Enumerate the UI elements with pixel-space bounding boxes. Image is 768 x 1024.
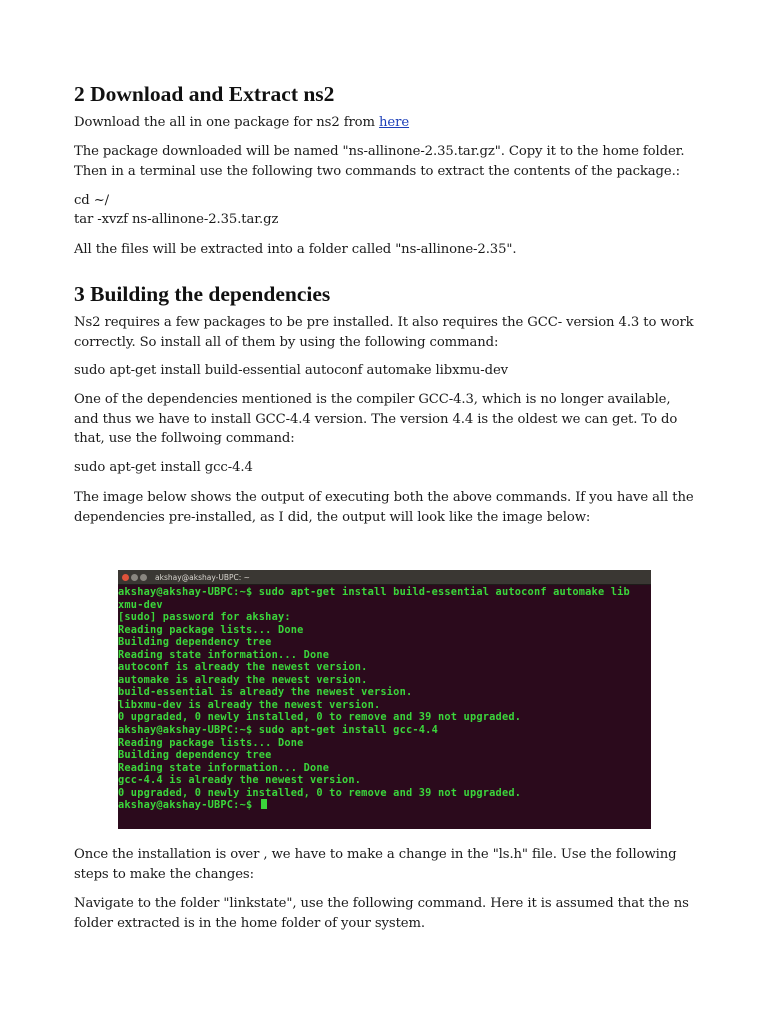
- minimize-icon: [131, 574, 138, 581]
- section-heading-dependencies: 3 Building the dependencies: [74, 282, 331, 306]
- terminal-line: akshay@akshay-UBPC:~$ sudo apt-get install gcc-4.4: [118, 724, 438, 737]
- terminal-line: Building dependency tree: [118, 749, 272, 762]
- download-para-2: All the files will be extracted into a folder called "ns-allinone-2.35".: [74, 242, 517, 257]
- section-heading-download: 2 Download and Extract ns2: [74, 82, 335, 106]
- terminal-line: build-essential is already the newest version.: [118, 686, 413, 699]
- command-install-gcc: sudo apt-get install gcc-4.4: [74, 460, 253, 475]
- here-link[interactable]: here: [379, 115, 410, 130]
- command-install-deps: sudo apt-get install build-essential autoconf automake libxmu-dev: [74, 363, 508, 378]
- terminal-line: xmu-dev: [118, 598, 163, 611]
- terminal-line: Reading state information... Done: [118, 761, 330, 774]
- terminal-line: gcc-4.4 is already the newest version.: [118, 774, 362, 787]
- terminal-line: Reading state information... Done: [118, 648, 330, 661]
- terminal-screenshot: [118, 570, 651, 829]
- dependencies-para-2: One of the dependencies mentioned is the compiler GCC-4.3, which is no longer available, and thus we have to install GCC-4.4 version. The version 4.4 is the oldest we can get. To do that, use the follwoing command:: [74, 392, 678, 446]
- dependencies-para-5: Navigate to the folder "linkstate", use the following command. Here it is assumed that the ns folder extracted is in the home folder of your system.: [74, 896, 689, 931]
- dependencies-para-3: The image below shows the output of executing both the above commands. If you have all the dependencies pre-installed, as I did, the output will look like the image below:: [74, 490, 694, 525]
- command-cd: cd ~/: [74, 193, 110, 208]
- terminal-line: 0 upgraded, 0 newly installed, 0 to remove and 39 not upgraded.: [118, 711, 522, 724]
- terminal-titlebar: [118, 570, 651, 585]
- dependencies-para-4: Once the installation is over , we have to make a change in the "ls.h" file. Use the following steps to make the changes:: [74, 847, 677, 882]
- maximize-icon: [140, 574, 147, 581]
- terminal-line: Reading package lists... Done: [118, 623, 304, 636]
- terminal-line: automake is already the newest version.: [118, 673, 368, 686]
- terminal-line: 0 upgraded, 0 newly installed, 0 to remove and 39 not upgraded.: [118, 786, 522, 799]
- terminal-line: [sudo] password for akshay:: [118, 611, 291, 624]
- download-intro: [74, 113, 698, 133]
- terminal-title: akshay@akshay-UBPC: ~: [155, 572, 250, 582]
- command-tar: tar -xvzf ns-allinone-2.35.tar.gz: [74, 212, 279, 227]
- terminal-line: akshay@akshay-UBPC:~$: [118, 799, 651, 812]
- download-intro-text: Download the all in one package for ns2 from: [74, 115, 375, 130]
- dependencies-para-1: Ns2 requires a few packages to be pre installed. It also requires the GCC- version 4.3 to work correctly. So install all of them by using the following command:: [74, 315, 694, 350]
- terminal-line: autoconf is already the newest version.: [118, 661, 368, 674]
- terminal-line: Building dependency tree: [118, 636, 272, 649]
- download-para-1: The package downloaded will be named "ns-allinone-2.35.tar.gz". Copy it to the home folder. Then in a terminal use the following two commands to extract the contents of the package.:: [74, 144, 685, 179]
- terminal-line: akshay@akshay-UBPC:~$ sudo apt-get install build-essential autoconf automake lib: [118, 586, 630, 598]
- terminal-output: [118, 585, 651, 812]
- terminal-cursor: [261, 799, 267, 809]
- close-icon: [122, 574, 129, 581]
- terminal-line: Reading package lists... Done: [118, 736, 304, 749]
- terminal-line: libxmu-dev is already the newest version.: [118, 698, 381, 711]
